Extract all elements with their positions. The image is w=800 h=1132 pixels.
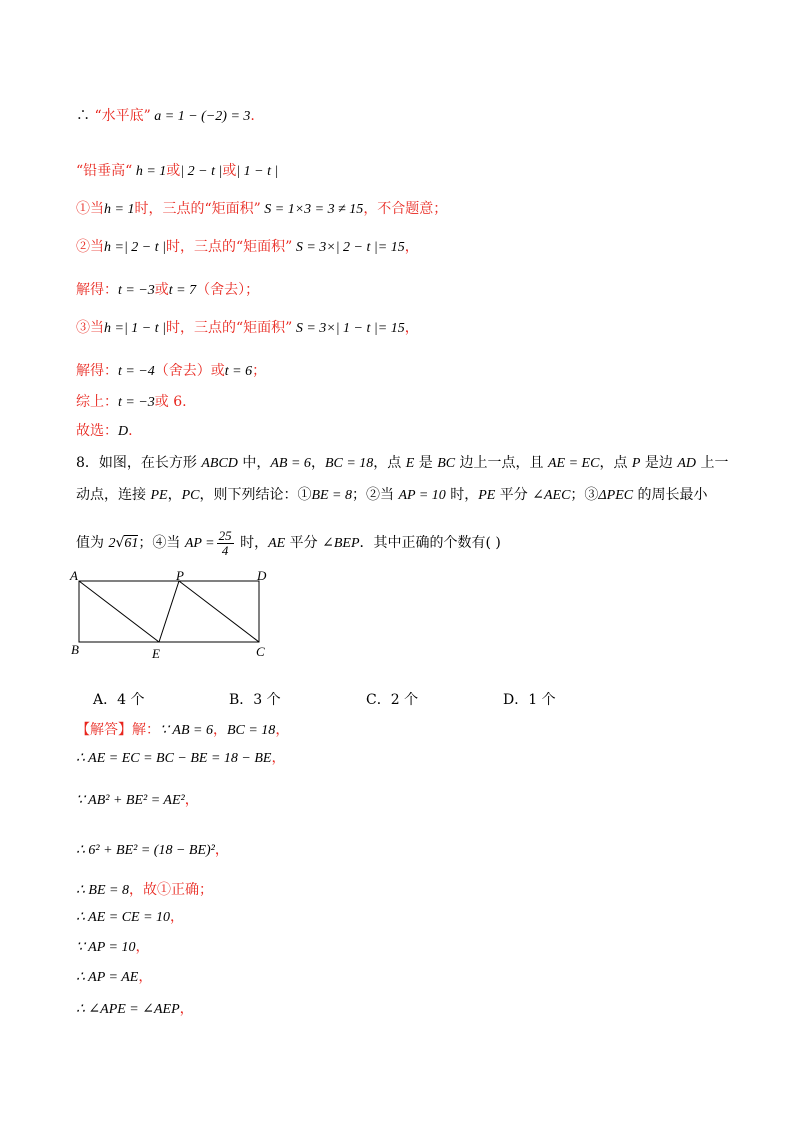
math: PE (150, 488, 168, 503)
text: ， (170, 909, 185, 925)
vertical-height-label: “铅垂高“ (76, 163, 133, 179)
math: P (631, 456, 641, 471)
text: ， (275, 722, 290, 738)
text: ，则下列结论：① (199, 487, 312, 503)
text: ；④当 (138, 535, 185, 551)
option-c: C．2 个 (366, 692, 419, 708)
solution-line-4 (76, 237, 419, 258)
text: 时， (235, 535, 269, 551)
math: ∠BEP (322, 536, 360, 551)
punctuation: . (128, 423, 133, 439)
math: BC (437, 456, 456, 471)
option-d: D．1 个 (503, 692, 556, 708)
math: E (405, 456, 415, 471)
solution-line-8 (76, 392, 187, 413)
math-expression: h = 1 (104, 202, 135, 217)
math-expression: h =| 1 − t | (104, 321, 166, 336)
therefore-symbol: ∴ (76, 108, 95, 124)
math: ∴ ∠APE = ∠AEP (76, 1002, 180, 1017)
text: 解得： (76, 282, 118, 298)
sqrt-sign: √ (115, 535, 125, 551)
answer-blank: ( ) (485, 535, 501, 551)
text: ， (167, 487, 182, 503)
math-expression: t = −3 (118, 283, 155, 298)
fraction-denominator: 4 (221, 542, 229, 558)
math-expression: S = 3×| 1 − t |= 15 (292, 321, 405, 336)
math: ∵ AB = 6 (160, 723, 213, 738)
fraction-numerator: 25 (218, 527, 232, 543)
question-8-line-2 (76, 485, 708, 506)
solution-line-7 (76, 361, 266, 382)
answer-line-9 (76, 999, 194, 1020)
case-label: ③当 (76, 320, 104, 336)
solution-line-5 (76, 280, 259, 301)
label-c: C (256, 644, 265, 659)
text: 边上一点，且 (455, 455, 548, 471)
answer-line-3 (76, 790, 199, 811)
math: AP = 10 (398, 488, 446, 503)
text: 的周长最小 (633, 487, 708, 503)
math-expression: S = 1×3 = 3 ≠ 15 (260, 202, 364, 217)
math: AE (268, 536, 286, 551)
math-radicand: 61 (124, 536, 139, 551)
segment-pc (179, 581, 259, 642)
text: （舍去）或 (154, 363, 225, 379)
label-p: P (176, 568, 184, 583)
solution-line-3 (76, 199, 447, 220)
text: ，故①正确； (128, 882, 213, 898)
math: ∴ BE = 8 (76, 883, 129, 898)
text: 平分 (285, 535, 323, 551)
math: ∴ AP = AE (76, 970, 139, 985)
text: ； (252, 363, 267, 379)
solution-line-6 (76, 318, 419, 339)
answer-line-5 (76, 880, 213, 901)
math-expression: S = 3×| 2 − t |= 15 (292, 240, 405, 255)
text: 时， (445, 487, 479, 503)
math: PE (478, 488, 496, 503)
math-expression: | 1 − t | (236, 164, 279, 179)
text: ， (404, 239, 419, 255)
text: 动点，连接 (76, 487, 151, 503)
label-b: B (71, 642, 79, 657)
question-8-line-1 (76, 453, 729, 474)
text: ， (214, 842, 229, 858)
text: 故选： (76, 423, 118, 439)
text: 上一 (696, 455, 729, 471)
text: 是 (414, 455, 438, 471)
math-expression: t = −3 (118, 395, 155, 410)
segment-ep (159, 581, 179, 642)
math: ∵ AB² + BE² = AE² (76, 793, 185, 808)
text: 是边 (640, 455, 678, 471)
horizontal-base-label: “水平底” (94, 108, 151, 124)
answer-heading: 【解答】解： (76, 722, 160, 738)
rectangle-figure (66, 568, 276, 662)
answer-line-8 (76, 967, 152, 988)
solution-line-2 (76, 161, 278, 182)
math: ∴ AE = EC = BC − BE = 18 − BE (76, 751, 272, 766)
text: 中， (237, 455, 271, 471)
or-text: 或 (222, 163, 237, 179)
solution-line-9 (76, 421, 133, 442)
math-expression: h = 1 (132, 164, 167, 179)
math: ΔPEC (598, 488, 634, 503)
math: BE = 8 (311, 488, 353, 503)
math-expression: a = 1 − (−2) = 3 (150, 109, 251, 124)
math: AB = 6 (270, 456, 311, 471)
text: 或 6. (154, 394, 187, 410)
or-text: 或 (154, 282, 169, 298)
math-expression: | 2 − t | (180, 164, 223, 179)
question-8-line-3 (76, 526, 501, 561)
text: （舍去）； (196, 282, 260, 298)
math: AP = (184, 536, 215, 551)
text: ，不合题意； (363, 201, 448, 217)
text: ， (135, 939, 150, 955)
answer-line-6 (76, 907, 184, 928)
segment-ae (79, 581, 159, 642)
text: 值为 (76, 535, 109, 551)
option-b: B．3 个 (229, 692, 281, 708)
option-a: A．4 个 (93, 692, 145, 708)
text: ．其中正确的个数有 (359, 535, 486, 551)
text: ， (212, 722, 227, 738)
answer-line-7 (76, 937, 149, 958)
text: ， (404, 320, 419, 336)
text: ；②当 (352, 487, 399, 503)
text: 时，三点的“矩面积” (165, 320, 293, 336)
math-expression: t = 7 (168, 283, 197, 298)
text: 解得： (76, 363, 118, 379)
fraction (217, 529, 234, 558)
math-expression: h =| 2 − t | (104, 240, 166, 255)
math: ABCD (201, 456, 238, 471)
text: ， (271, 750, 286, 766)
text: 时，三点的“矩面积” (165, 239, 293, 255)
math: ∠AEC (532, 488, 571, 503)
text: ， (138, 969, 153, 985)
case-label: ②当 (76, 239, 104, 255)
text: 8．如图，在长方形 (76, 455, 202, 471)
math: AD (677, 456, 697, 471)
or-text: 或 (166, 163, 181, 179)
case-label: ①当 (76, 201, 104, 217)
math: BC = 18 (226, 723, 276, 738)
math-expression: t = −4 (118, 364, 155, 379)
answer-letter: D (118, 424, 129, 439)
math: ∵ AP = 10 (76, 940, 136, 955)
label-a: A (70, 568, 78, 583)
punctuation: . (250, 108, 255, 124)
text: ， (184, 792, 199, 808)
text: ，点 (599, 455, 632, 471)
math: BC = 18 (324, 456, 374, 471)
math: AE = EC (548, 456, 600, 471)
text: 综上： (76, 394, 118, 410)
math: ∴ 6² + BE² = (18 − BE)² (76, 843, 215, 858)
text: ；③ (570, 487, 599, 503)
text: 平分 (495, 487, 533, 503)
answer-line-2 (76, 748, 285, 769)
text: ， (179, 1001, 194, 1017)
math: PC (181, 488, 200, 503)
label-d: D (257, 568, 267, 583)
solution-line-1 (76, 106, 255, 127)
text: 时，三点的“矩面积” (134, 201, 261, 217)
math: 2 (108, 536, 116, 551)
text: ，点 (373, 455, 406, 471)
math-expression: t = 6 (224, 364, 253, 379)
math: ∴ AE = CE = 10 (76, 910, 171, 925)
answer-line-1 (76, 720, 289, 741)
text: ， (310, 455, 325, 471)
label-e: E (152, 646, 160, 661)
answer-line-4 (76, 840, 229, 861)
